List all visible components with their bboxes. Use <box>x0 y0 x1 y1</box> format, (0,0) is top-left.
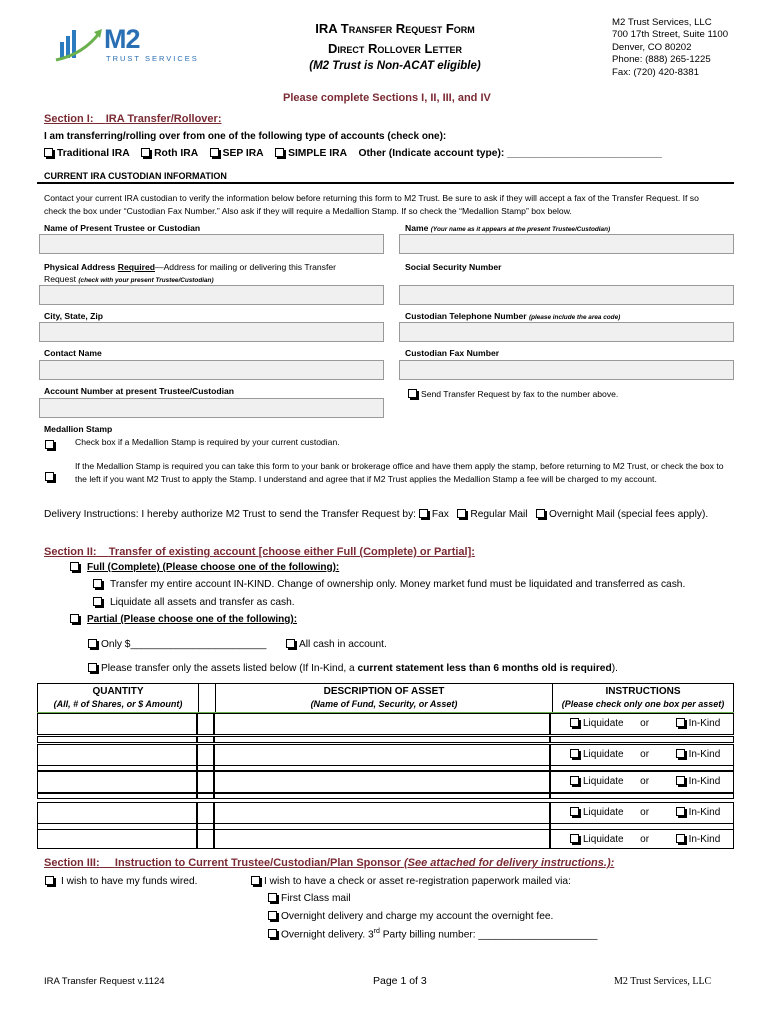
inkind-label: In-Kind <box>688 776 721 787</box>
title-line-1: IRA Transfer Request Form <box>315 21 475 36</box>
row-gap-cell <box>37 765 197 771</box>
col-quantity-header <box>38 684 199 713</box>
checkbox-icon[interactable] <box>93 579 102 588</box>
address-input[interactable] <box>39 285 384 305</box>
checkbox-icon[interactable] <box>275 148 284 157</box>
address-label-text: Physical Address <box>44 262 116 272</box>
col-instructions-header <box>553 684 734 713</box>
section-1-title: IRA Transfer/Rollover: <box>105 113 222 125</box>
option-other[interactable]: Other (Indicate account type): ___________________________ <box>358 148 662 159</box>
quantity-cell[interactable] <box>37 713 197 735</box>
footer-company: M2 Trust Services, LLC <box>614 976 712 987</box>
checkbox-icon[interactable] <box>676 807 685 816</box>
col-description-header <box>216 684 553 713</box>
inkind-label: In-Kind <box>688 807 721 818</box>
option-label: SIMPLE IRA <box>288 148 348 159</box>
checkbox-icon[interactable] <box>70 614 79 623</box>
phone-input[interactable] <box>399 322 734 342</box>
send-fax-option[interactable] <box>408 389 618 399</box>
checkbox-icon[interactable] <box>570 749 579 758</box>
overnight-fee-label: Overnight delivery and charge my account the overnight fee. <box>281 911 554 922</box>
inkind-label: In-Kind <box>688 718 721 729</box>
col-quantity-sub: (All, # of Shares, or $ Amount) <box>53 699 183 709</box>
address-label <box>44 261 379 287</box>
row-gap-cell <box>214 765 550 771</box>
full-option-1-label: Transfer my entire account IN-KIND. Change of ownership only. Money market fund must be liquidated and transferred as cash. <box>110 579 686 590</box>
phone-note: (please include the area code) <box>528 314 621 321</box>
trustee-name-label: Name of Present Trustee or Custodian <box>44 223 201 233</box>
address-fax: Fax: (720) 420-8381 <box>612 66 699 78</box>
row-gap-cell <box>214 823 550 830</box>
asset-table <box>37 683 734 713</box>
full-option[interactable] <box>70 562 339 573</box>
asset-instruction-options <box>570 776 720 787</box>
checkbox-icon[interactable] <box>268 929 277 938</box>
account-type-options <box>44 148 662 159</box>
option-label: SEP IRA <box>222 148 264 159</box>
checkbox-icon[interactable] <box>268 893 277 902</box>
first-class-option[interactable] <box>268 893 351 904</box>
section-1-intro: I am transferring/rolling over from one of the following type of accounts (check one): <box>44 131 447 142</box>
phone-label <box>405 311 620 321</box>
checkbox-icon[interactable] <box>88 663 97 672</box>
checkbox-icon[interactable] <box>676 749 685 758</box>
row-gap-cell <box>550 793 734 799</box>
checkbox-icon[interactable] <box>676 718 685 727</box>
city-label: City, State, Zip <box>44 311 104 321</box>
checkbox-icon[interactable] <box>419 509 428 518</box>
checkbox-icon[interactable] <box>570 718 579 727</box>
col-instructions-title: INSTRUCTIONS <box>605 686 681 697</box>
address-line-2: Request <box>44 274 77 284</box>
option-traditional-ira[interactable] <box>44 148 130 159</box>
ssn-label: Social Security Number <box>405 262 502 272</box>
custodian-instructions: Contact your current IRA custodian to verify the information below before returning this form to M2 Trust. Be sure to ask if they will accept a fax of the Transfer Request. If so check the box under “Custodian Fax Number.” Also ask if they will require a Medallion Stamp. If so check the “Medallion Stamp” box below. <box>44 193 699 216</box>
checkbox-icon[interactable] <box>570 807 579 816</box>
fax-input[interactable] <box>399 360 734 380</box>
section-3-note: (See attached for delivery instructions.): <box>404 857 615 869</box>
quantity-cell[interactable] <box>37 802 197 824</box>
account-label: Account Number at present Trustee/Custodian <box>44 386 235 396</box>
mailed-option[interactable] <box>251 876 571 887</box>
listed-post: ). <box>611 663 618 674</box>
delivery-cont: apply). <box>677 509 709 520</box>
address-note: (check with your present Trustee/Custodian) <box>78 277 214 284</box>
address-phone: Phone: (888) 265-1225 <box>612 54 711 66</box>
liquidate-label: Liquidate <box>583 776 624 787</box>
section-3-label: Section III: <box>44 857 100 869</box>
asset-instruction-options <box>570 718 720 729</box>
row-gap-cell <box>550 765 734 771</box>
checkbox-icon[interactable] <box>93 597 102 606</box>
delivery-fax-option[interactable] <box>419 509 449 520</box>
name-label <box>405 223 610 233</box>
checkbox-icon[interactable] <box>408 389 417 398</box>
complete-note: Please complete Sections I, II, III, and IV <box>283 92 491 104</box>
asset-table-header <box>38 684 734 713</box>
contact-input[interactable] <box>39 360 384 380</box>
logo-subtitle: TRUST SERVICES <box>106 54 199 63</box>
or-label: or <box>640 776 650 787</box>
first-class-label: First Class mail <box>281 893 351 904</box>
checkbox-icon[interactable] <box>570 776 579 785</box>
account-input[interactable] <box>39 398 384 418</box>
delivery-overnight-option[interactable] <box>536 509 675 520</box>
trustee-name-input[interactable] <box>39 234 384 254</box>
section-2-heading <box>44 546 475 558</box>
inkind-label: In-Kind <box>688 834 721 845</box>
section-1-label: Section I: <box>44 113 94 125</box>
contact-label: Contact Name <box>44 348 102 358</box>
spacer-cell[interactable] <box>197 771 214 793</box>
col-description-sub: (Name of Fund, Security, or Asset) <box>310 699 458 709</box>
table-spacer <box>199 684 216 713</box>
row-gap-cell <box>214 793 550 799</box>
option-sep-ira[interactable] <box>210 148 264 159</box>
ssn-input[interactable] <box>399 285 734 305</box>
medallion-heading: Medallion Stamp <box>44 424 113 434</box>
wired-option[interactable] <box>45 876 197 887</box>
row-gap-cell <box>197 823 214 830</box>
section-1-heading <box>44 113 221 125</box>
spacer-cell[interactable] <box>197 744 214 766</box>
address-required: Required <box>117 262 155 272</box>
name-label-text: Name <box>405 223 429 233</box>
address-company: M2 Trust Services, LLC <box>612 17 712 28</box>
checkbox-icon[interactable] <box>44 148 53 157</box>
address-city: Denver, CO 80202 <box>612 41 692 53</box>
checkbox-icon[interactable] <box>286 639 295 648</box>
row-gap-cell <box>197 793 214 799</box>
row-gap-cell <box>197 736 214 743</box>
mailed-label: I wish to have a check or asset re-registration paperwork mailed via <box>264 876 569 887</box>
section-3-title: Instruction to Current Trustee/Custodian/Plan Sponsor <box>114 857 401 869</box>
mailed-colon: : <box>568 876 571 887</box>
spacer-cell[interactable] <box>197 713 214 735</box>
or-label: or <box>640 834 650 845</box>
send-fax-label: Send Transfer Request by fax to the number above. <box>421 389 619 399</box>
wired-label: I wish to have my funds wired. <box>61 876 198 887</box>
overnight-fee-option[interactable] <box>268 911 553 922</box>
third-party-pre: Overnight delivery. 3 <box>281 929 374 941</box>
full-label: Full (Complete) (Please choose one of the following): <box>87 562 340 573</box>
all-cash-label: All cash in account. <box>299 639 387 650</box>
row-gap-cell <box>37 793 197 799</box>
or-label: or <box>640 807 650 818</box>
col-instructions-sub: (Please check only one box per asset) <box>561 699 725 709</box>
checkbox-icon[interactable] <box>570 834 579 843</box>
delivery-regular-mail-option[interactable] <box>457 509 527 520</box>
checkbox-icon[interactable] <box>210 148 219 157</box>
description-cell[interactable] <box>214 744 550 766</box>
checkbox-icon[interactable] <box>676 776 685 785</box>
third-party-sup: rd <box>373 928 380 935</box>
option-label: Traditional IRA <box>57 148 130 159</box>
delivery-option-label: Overnight Mail (special fees <box>549 509 675 520</box>
checkbox-icon[interactable] <box>536 509 545 518</box>
footer-page: Page 1 of 3 <box>373 975 427 987</box>
only-amount-option[interactable] <box>88 639 266 650</box>
medallion-required-checkbox-icon[interactable] <box>45 440 54 449</box>
custodian-divider <box>37 182 734 184</box>
name-note: (Your name as it appears at the present Trustee/Custodian) <box>430 226 611 233</box>
or-label: or <box>640 718 650 729</box>
medallion-text: If the Medallion Stamp is required you can take this form to your bank or brokerage office and have them apply the stamp, before returning to M2 Trust, or check the box to the left if you want M2 Trust to apply the Stamp. I understand and agree that if M2 Trust applies the Medallion Stamp a fee will be charged to my account. <box>75 461 724 484</box>
description-cell[interactable] <box>214 713 550 735</box>
spacer-cell[interactable] <box>197 829 214 849</box>
full-option-1[interactable] <box>93 579 685 590</box>
medallion-check-text: Check box if a Medallion Stamp is required by your current custodian. <box>75 437 340 447</box>
liquidate-label: Liquidate <box>583 749 624 760</box>
quantity-cell[interactable] <box>37 771 197 793</box>
address-street: 700 17th Street, Suite 1100 <box>612 29 729 41</box>
phone-label-text: Custodian Telephone Number <box>405 311 527 321</box>
listed-pre: Please transfer only the assets listed below (If In-Kind, a <box>101 663 358 674</box>
description-cell[interactable] <box>214 802 550 824</box>
full-option-2[interactable] <box>93 597 295 608</box>
medallion-apply-checkbox-icon[interactable] <box>45 472 54 481</box>
title-line-3: (M2 Trust is Non-ACAT eligible) <box>309 60 481 72</box>
option-label: Roth IRA <box>154 148 199 159</box>
option-roth-ira[interactable] <box>141 148 198 159</box>
checkbox-icon[interactable] <box>251 876 260 885</box>
liquidate-label: Liquidate <box>583 834 624 845</box>
title-line-2: Direct Rollover Letter <box>328 41 462 56</box>
overnight-third-party-option[interactable] <box>268 928 597 940</box>
col-quantity-title: QUANTITY <box>92 686 144 697</box>
row-gap-cell <box>550 736 734 743</box>
asset-instruction-options <box>570 807 720 818</box>
col-description-title: DESCRIPTION OF ASSET <box>323 686 445 697</box>
company-logo <box>54 24 199 68</box>
row-gap-cell <box>37 823 197 830</box>
row-gap-cell <box>550 823 734 830</box>
delivery-option-label: Regular Mail <box>470 509 528 520</box>
checkbox-icon[interactable] <box>268 911 277 920</box>
checkbox-icon[interactable] <box>676 834 685 843</box>
option-simple-ira[interactable] <box>275 148 347 159</box>
liquidate-label: Liquidate <box>583 718 624 729</box>
quantity-cell[interactable] <box>37 744 197 766</box>
section-2-title: Transfer of existing account <box>108 546 256 558</box>
fax-label: Custodian Fax Number <box>405 348 500 358</box>
or-label: or <box>640 749 650 760</box>
full-option-2-label: Liquidate all assets and transfer as cash. <box>110 597 295 608</box>
name-input[interactable] <box>399 234 734 254</box>
checkbox-icon[interactable] <box>88 639 97 648</box>
checkbox-icon[interactable] <box>45 876 54 885</box>
description-cell[interactable] <box>214 771 550 793</box>
only-amount-label: Only $________________________ <box>101 639 267 650</box>
footer-version: IRA Transfer Request v.1124 <box>44 976 165 987</box>
listed-assets-option[interactable] <box>88 663 618 674</box>
quantity-cell[interactable] <box>37 829 197 849</box>
address-rest: —Address for mailing or delivering this Transfer <box>154 262 337 272</box>
custodian-heading: CURRENT IRA CUSTODIAN INFORMATION <box>44 171 227 181</box>
company-address <box>612 17 728 79</box>
liquidate-label: Liquidate <box>583 807 624 818</box>
row-gap-cell <box>197 765 214 771</box>
asset-instruction-options <box>570 749 720 760</box>
delivery-text: Delivery Instructions: I hereby authorize M2 Trust to send the Transfer Request by: <box>44 509 417 520</box>
inkind-label: In-Kind <box>688 749 721 760</box>
logo-name: M2 <box>104 24 140 54</box>
asset-instruction-options <box>570 834 720 845</box>
spacer-cell[interactable] <box>197 802 214 824</box>
checkbox-icon[interactable] <box>70 562 79 571</box>
checkbox-icon[interactable] <box>141 148 150 157</box>
section-2-note: [choose either Full (Complete) or Partial]: <box>258 546 475 558</box>
listed-bold: current statement less than 6 months old is required <box>357 663 612 674</box>
delivery-option-label: Fax <box>431 509 449 520</box>
third-party-post: Party billing number: _____________________ <box>379 929 598 941</box>
description-cell[interactable] <box>214 829 550 849</box>
row-gap-cell <box>37 736 197 743</box>
city-input[interactable] <box>39 322 384 342</box>
partial-label: Partial (Please choose one of the following): <box>87 614 298 625</box>
checkbox-icon[interactable] <box>457 509 466 518</box>
partial-option[interactable] <box>70 614 297 625</box>
section-2-label: Section II: <box>44 546 97 558</box>
section-3-heading <box>44 857 614 869</box>
form-title <box>280 21 510 72</box>
all-cash-option[interactable] <box>286 639 387 650</box>
delivery-instructions <box>44 508 734 522</box>
row-gap-cell <box>214 736 550 743</box>
